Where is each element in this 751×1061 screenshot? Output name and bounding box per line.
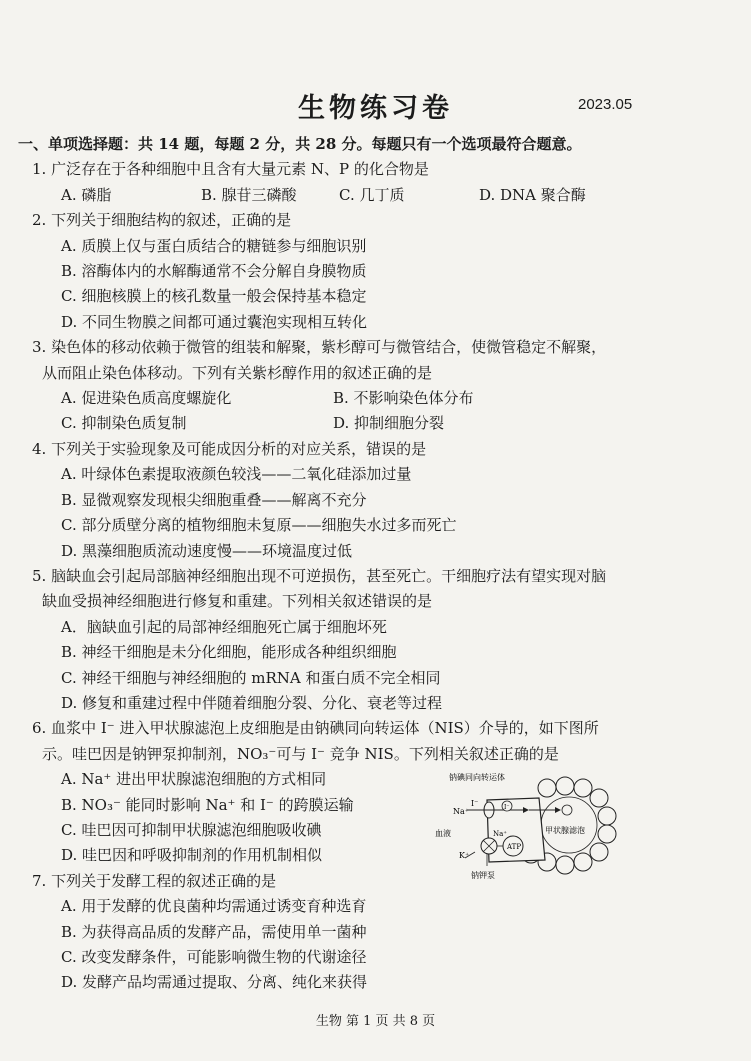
exam-date: 2023.05 — [578, 96, 633, 113]
question-6-option-b[interactable]: B. NO₃⁻ 能同时影响 Na⁺ 和 I⁻ 的跨膜运输 — [61, 795, 354, 814]
question-3-options-row1 — [14, 386, 719, 411]
question-7-option-a[interactable]: A. 用于发酵的优良菌种均需通过诱变育种选育 — [61, 897, 367, 916]
question-1-options — [14, 183, 719, 208]
question-3-option-d[interactable]: D. 抑制细胞分裂 — [333, 414, 445, 433]
iodide-lumen-icon — [562, 805, 572, 815]
plasma-label: 血液 — [435, 829, 451, 838]
question-2-option-c[interactable]: C. 细胞核膜上的核孔数量一般会保持基本稳定 — [61, 287, 367, 306]
question-7-stem: 7. 下列关于发酵工程的叙述正确的是 — [32, 871, 277, 890]
pump-label: 钠钾泵 — [471, 871, 495, 880]
question-3-option-a[interactable]: A. 促进染色质高度螺旋化 — [61, 389, 232, 408]
follicle-label: 甲状腺滤泡 — [545, 826, 585, 835]
question-1-stem: 1. 广泛存在于各种细胞中且含有大量元素 N、P 的化合物是 — [32, 160, 429, 179]
question-4-option-d[interactable]: D. 黑藻细胞质流动速度慢——环境温度过低 — [61, 541, 353, 560]
question-4-stem: 4. 下列关于实验现象及可能成因分析的对应关系，错误的是 — [32, 439, 427, 458]
question-3-option-b[interactable]: B. 不影响染色体分布 — [333, 389, 474, 408]
na-inner-label: Na⁺ — [493, 830, 507, 838]
question-3-stem-line1: 3. 染色体的移动依赖于微管的组装和解聚，紫杉醇可与微管结合，使微管稳定不解聚， — [32, 338, 607, 357]
section-header: 一、单项选择题：共 14 题，每题 2 分，共 28 分。每题只有一个选项最符合题意。 — [18, 135, 582, 153]
question-6-stem-line1: 6. 血浆中 I⁻ 进入甲状腺滤泡上皮细胞是由钠碘同向转运体（NIS）介导的，如下图所 — [32, 719, 599, 738]
question-7-option-c[interactable]: C. 改变发酵条件，可能影响微生物的代谢途径 — [61, 948, 367, 966]
question-3-options-row2 — [14, 411, 719, 436]
question-6-option-a[interactable]: A. Na⁺ 进出甲状腺滤泡细胞的方式相同 — [61, 770, 327, 789]
question-3-stem-line2: 从而阻止染色体移动。下列有关紫杉醇作用的叙述正确的是 — [42, 363, 433, 382]
question-7-option-b[interactable]: B. 为获得高品质的发酵产品，需使用单一菌种 — [61, 922, 367, 941]
iodide-circle-label: I⁻ — [504, 804, 510, 811]
page-footer: 生物 第 1 页 共 8 页 — [315, 1014, 436, 1029]
question-6-option-c[interactable]: C. 哇巴因可抑制甲状腺滤泡细胞吸收碘 — [61, 820, 322, 839]
question-2-option-d[interactable]: D. 不同生物膜之间都可通过囊泡实现相互转化 — [61, 312, 368, 331]
question-5-option-b[interactable]: B. 神经干细胞是未分化细胞，能形成各种组织细胞 — [61, 643, 397, 662]
question-7-option-d[interactable]: D. 发酵产品均需通过提取、分离、纯化来获得 — [61, 973, 368, 992]
question-5-option-d[interactable]: D. 修复和重建过程中伴随着细胞分裂、分化、衰老等过程 — [61, 693, 443, 712]
question-6-option-d[interactable]: D. 哇巴因和呼吸抑制剂的作用机制相似 — [61, 846, 323, 865]
question-1-option-a[interactable]: A. 磷脂 — [61, 185, 112, 204]
question-4-option-b[interactable]: B. 显微观察发现根尖细胞重叠——解离不充分 — [61, 490, 367, 509]
question-5-option-a[interactable]: A．脑缺血引起的局部神经细胞死亡属于细胞坏死 — [61, 617, 387, 636]
iodide-label: I⁻ — [471, 799, 479, 808]
question-1-option-d[interactable]: D. DNA 聚合酶 — [479, 185, 586, 204]
atp-label: ATP — [507, 843, 522, 851]
page-title: 生物练习卷 — [298, 93, 453, 124]
question-3-option-c[interactable]: C. 抑制染色质复制 — [61, 414, 187, 433]
na-label: Na⁺ — [453, 807, 469, 816]
question-2-option-b[interactable]: B. 溶酶体内的水解酶通常不会分解自身膜物质 — [61, 262, 367, 281]
question-1-option-c[interactable]: C. 几丁质 — [339, 185, 405, 204]
top-label: 钠碘同向转运体 — [449, 773, 505, 782]
question-5-option-c[interactable]: C. 神经干细胞与神经细胞的 mRNA 和蛋白质不完全相同 — [61, 668, 441, 687]
question-6-stem-line2: 示。哇巴因是钠钾泵抑制剂，NO₃⁻可与 I⁻ 竞争 NIS。下列相关叙述正确的是 — [42, 744, 559, 763]
question-2-option-a[interactable]: A. 质膜上仅与蛋白质结合的糖链参与细胞识别 — [61, 236, 367, 255]
question-5-stem-line1: 5. 脑缺血会引起局部脑神经细胞出现不可逆损伤，甚至死亡。干细胞疗法有望实现对脑 — [32, 566, 607, 585]
question-4-option-c[interactable]: C. 部分质壁分离的植物细胞未复原——细胞失水过多而死亡 — [61, 516, 457, 535]
k-label: K⁺ — [459, 851, 470, 860]
question-4-option-a[interactable]: A. 叶绿体色素提取液颜色较浅——二氧化硅添加过量 — [61, 465, 412, 484]
question-2-stem: 2. 下列关于细胞结构的叙述，正确的是 — [32, 211, 292, 230]
nis-transport-diagram — [427, 770, 617, 882]
question-1-option-b[interactable]: B. 腺苷三磷酸 — [201, 185, 297, 204]
question-5-stem-line2: 缺血受损神经细胞进行修复和重建。下列相关叙述错误的是 — [42, 592, 433, 611]
